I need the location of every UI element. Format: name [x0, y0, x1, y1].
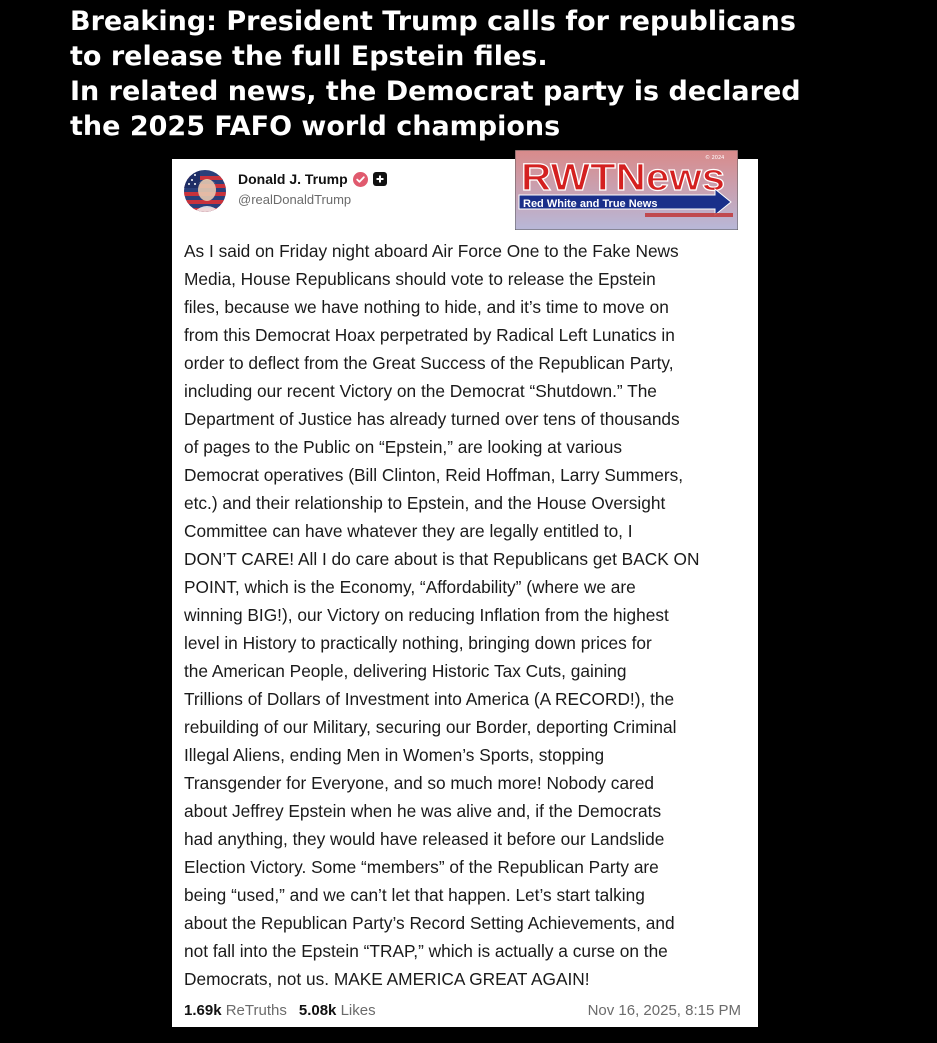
author-name[interactable]: Donald J. Trump: [238, 171, 348, 187]
post-card: [172, 155, 758, 1027]
post-author: [238, 171, 387, 207]
post-line: DON’T CARE! All I do care about is that Republicans get BACK ON: [184, 549, 700, 569]
post-line: etc.) and their relationship to Epstein, and the House Oversight: [184, 493, 666, 513]
post-line: Transgender for Everyone, and so much more! Nobody cared: [184, 773, 655, 793]
post-stats: [184, 1002, 741, 1019]
post-line: from this Democrat Hoax perpetrated by Radical Left Lunatics in: [184, 325, 675, 345]
svg-text:Red White and True News: Red White and True News: [523, 198, 658, 210]
verified-badge-icon: [353, 172, 368, 187]
retruths-count: 1.69k: [184, 1002, 222, 1019]
post-line: POINT, which is the Economy, “Affordability” (where we are: [184, 577, 636, 597]
post-line: about Jeffrey Epstein when he was alive and, if the Democrats: [184, 801, 662, 821]
avatar[interactable]: [184, 170, 226, 212]
post-line: about the Republican Party’s Record Setting Achievements, and: [184, 913, 675, 933]
post-line: order to deflect from the Great Success of the Republican Party,: [184, 353, 674, 373]
post-line: Illegal Aliens, ending Men in Women’s Sports, stopping: [184, 745, 605, 765]
post-line: winning BIG!), our Victory on reducing Inflation from the highest: [184, 605, 669, 625]
headline-line: In related news, the Democrat party is declared: [70, 76, 801, 107]
post-line: files, because we have nothing to hide, and it’s time to move on: [184, 297, 669, 317]
post-line: As I said on Friday night aboard Air Force One to the Fake News: [184, 241, 679, 261]
author-handle[interactable]: @realDonaldTrump: [238, 192, 352, 207]
likes-count: 5.08k: [298, 1002, 337, 1019]
post-line: had anything, they would have released it before our Landslide: [184, 829, 665, 849]
headline: [70, 4, 930, 144]
avatar-image: [184, 170, 226, 212]
post-timestamp[interactable]: Nov 16, 2025, 8:15 PM: [587, 1002, 741, 1019]
retruths-label: ReTruths: [225, 1002, 287, 1019]
post-line: rebuilding of our Military, securing our Border, deporting Criminal: [184, 717, 677, 737]
post-line: Committee can have whatever they are legally entitled to, I: [184, 521, 633, 541]
post-line: Trillions of Dollars of Investment into America (A RECORD!), the: [184, 689, 675, 709]
headline-line: the 2025 FAFO world champions: [70, 111, 561, 142]
headline-line: Breaking: President Trump calls for republicans: [70, 6, 796, 37]
likes-stat[interactable]: [299, 1002, 376, 1019]
plus-square-icon: [373, 172, 387, 186]
likes-label: Likes: [340, 1002, 376, 1019]
post-line: Department of Justice has already turned over tens of thousands: [184, 409, 680, 429]
retruths-stat[interactable]: [184, 1002, 287, 1019]
post-line: not fall into the Epstein “TRAP,” which is actually a curse on the: [184, 941, 668, 961]
post-line: Democrats, not us. MAKE AMERICA GREAT AGAIN!: [184, 969, 590, 989]
post-line: including our recent Victory on the Democrat “Shutdown.” The: [184, 381, 657, 401]
post-line: Democrat operatives (Bill Clinton, Reid Hoffman, Larry Summers,: [184, 465, 684, 485]
post-line: Media, House Republicans should vote to release the Epstein: [184, 269, 656, 289]
headline-line: to release the full Epstein files.: [70, 41, 548, 72]
svg-text:© 2024: © 2024: [705, 155, 725, 161]
post-line: the American People, delivering Historic Tax Cuts, gaining: [184, 661, 627, 681]
svg-text:RWTNews: RWTNews: [521, 157, 725, 199]
post-line: being “used,” and we can’t let that happen. Let’s start talking: [184, 885, 645, 905]
post-line: Election Victory. Some “members” of the Republican Party are: [184, 857, 659, 877]
post-body: [184, 237, 744, 993]
rwtnews-logo: [515, 150, 738, 230]
post-line: level in History to practically nothing, bringing down prices for: [184, 633, 652, 653]
post-line: of pages to the Public on “Epstein,” are looking at various: [184, 437, 623, 457]
